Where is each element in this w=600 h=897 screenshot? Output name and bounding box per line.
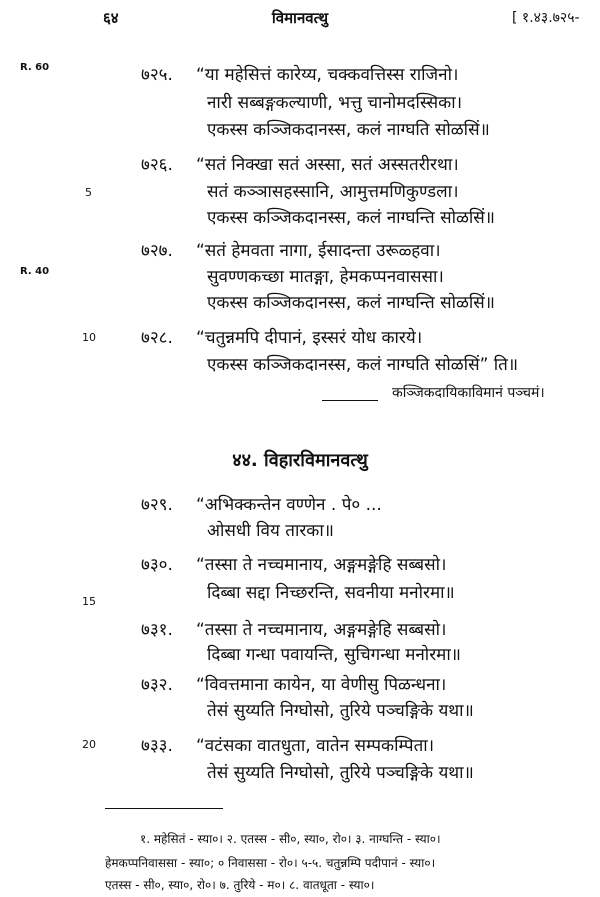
margin-line-10: 10 [82,331,96,344]
verse-line: सुवण्णकच्छा मातङ्गा, हेमकप्पनवाससा। [207,267,444,287]
margin-ref-mid: R. 40 [20,266,50,277]
margin-line-5: 5 [85,186,92,199]
verse-line: नारी सब्बङ्गकल्याणी, भत्तु चानोमदस्सिका। [207,93,463,113]
verse-line: “या महेसित्तं कारेय्य, चक्कवत्तिस्स राजिनो। [196,65,459,85]
verse-number: ७३०. [141,555,173,575]
verse-line: एकस्स कञ्जिकदानस्स, कलं नाग्घति सोळसिं” ति॥ [207,355,519,375]
footnote-line: एतस्स - सी०, स्या०, रो०। ७. तुरिये - म०। ८. वातधूता - स्या०। [105,878,375,892]
margin-line-15: 15 [82,595,96,608]
verse-line: एकस्स कञ्जिकदानस्स, कलं नाग्घन्ति सोळसिं॥ [207,293,495,313]
verse-number: ७३१. [141,620,173,640]
verse-line: दिब्बा गन्धा पवायन्ति, सुचिगन्धा मनोरमा॥ [207,645,461,665]
verse-line: तेसं सुय्यति निग्घोसो, तुरिये पञ्चङ्गिके यथा॥ [207,701,474,721]
margin-line-20: 20 [82,738,96,751]
running-title: विमानवत्थु [271,9,329,27]
footnote-line: १. महेसितं - स्या०। २. एतस्स - सी०, स्या०, रो०। ३. नाग्घन्ति - स्या०। [140,832,441,846]
section-title: ४४. विहारविमानवत्थु [232,450,368,471]
verse-line: “तस्सा ते नच्चमानाय, अङ्गमङ्गेहि सब्बसो। [196,555,447,575]
verse-number: ७२५. [141,65,173,85]
page-reference: [ १.४३.७२५- [512,10,580,26]
verse-line: “चतुन्नमपि दीपानं, इस्सरं योध कारये। [196,328,423,348]
verse-number: ७२७. [141,241,173,261]
verse-number: ७२८. [141,328,173,348]
verse-number: ७३२. [141,675,173,695]
verse-line: “अभिक्कन्तेन वण्णेन . पे० ... [196,495,382,515]
verse-number: ७२६. [141,155,173,175]
verse-line: तेसं सुय्यति निग्घोसो, तुरिये पञ्चङ्गिके यथा॥ [207,763,474,783]
footnote-line: हेमकप्पनिवाससा - स्या०; ० निवाससा - रो०। ५-५. चतुन्नम्पि पदीपानं - स्या०। [105,856,436,870]
colophon: कञ्जिकदायिकाविमानं पञ्चमं। [392,385,545,401]
verse-line: एकस्स कञ्जिकदानस्स, कलं नाग्घन्ति सोळसिं॥ [207,208,495,228]
verse-line: “सतं निक्खा सतं अस्सा, सतं अस्सतरीरथा। [196,155,459,175]
verse-line: दिब्बा सद्दा निच्छरन्ति, सवनीया मनोरमा॥ [207,583,455,603]
verse-line: “तस्सा ते नच्चमानाय, अङ्गमङ्गेहि सब्बसो। [196,620,447,640]
verse-line: सतं कञ्ञासहस्सानि, आमुत्तमणिकुण्डला। [207,182,459,202]
page-number: ६४ [103,9,119,27]
margin-ref-top: R. 60 [20,62,50,73]
verse-line: “वटंसका वातधुता, वातेन सम्पकम्पिता। [196,736,435,756]
verse-line: एकस्स कञ्जिकदानस्स, कलं नाग्घति सोळसिं॥ [207,120,490,140]
verse-number: ७२९. [141,495,173,515]
verse-line: ओसधी विय तारका॥ [207,521,334,541]
verse-line: “सतं हेमवता नागा, ईसादन्ता उरूळ्हवा। [196,241,441,261]
footnote-rule [105,808,223,809]
verse-line: “विवत्तमाना कायेन, या वेणीसु पिळन्धना। [196,675,447,695]
verse-number: ७३३. [141,736,173,756]
section-divider [322,400,378,401]
